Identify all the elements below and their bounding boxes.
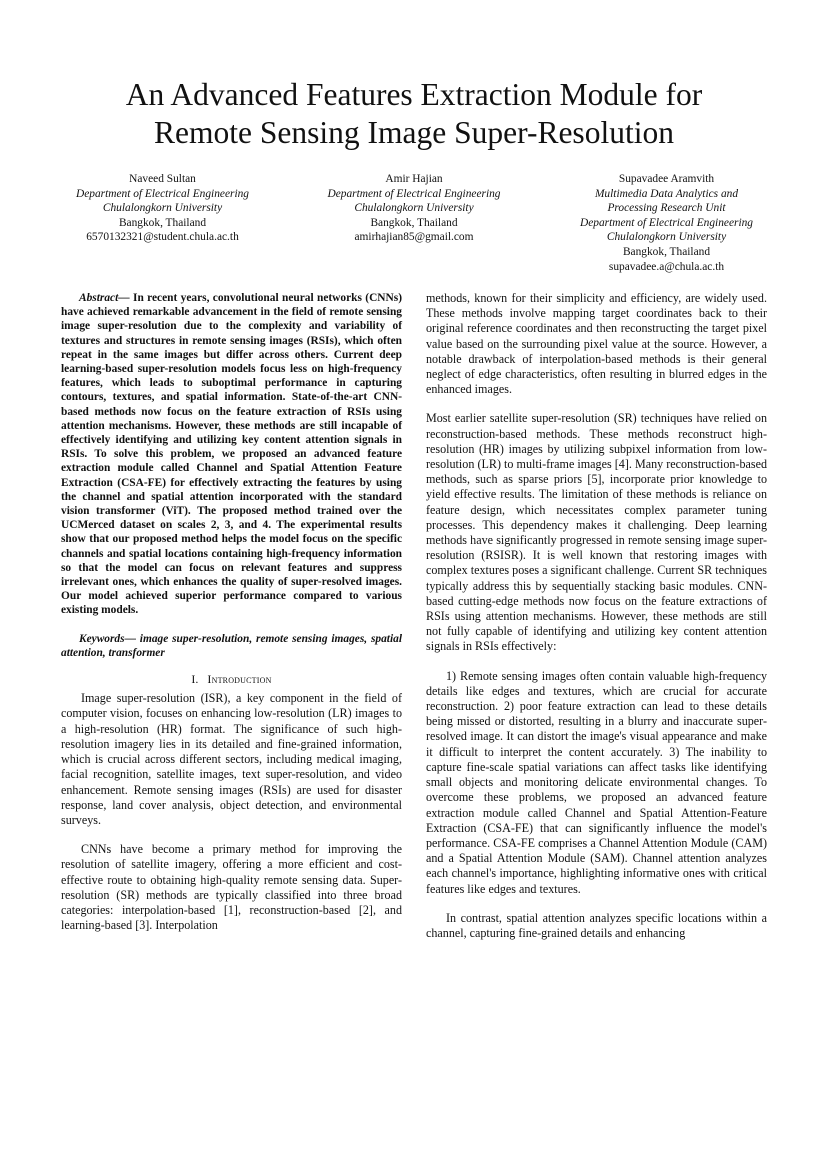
author-1: [40, 172, 285, 245]
author-location: Bangkok, Thailand: [370, 216, 458, 229]
abstract: [61, 291, 402, 618]
author-email: supavadee.a@chula.ac.th: [608, 260, 725, 273]
abstract-label: Abstract—: [79, 292, 130, 304]
right-column: [426, 291, 767, 941]
author-affiliation: Processing Research Unit: [607, 202, 726, 215]
body-paragraph: Image super-resolution (ISR), a key component in the field of computer vision, focuses on enhancing low-resolution (LR) images to a high-resolution (HR) format. The significance of such high-resolution imagery lies in its detailed and fine-grained information, which is crucial across different sectors, including medical imaging, facial recognition, satellite images, text super-resolution, and video enhancement. Remote sensing images (RSIs) are used for disaster response, land cover analysis, object detection, and environmental surveys.: [61, 691, 402, 827]
body-paragraph: methods, known for their simplicity and efficiency, are widely used. These methods involve mapping target coordinates back to their original reference coordinates and then reconstructing the target pixel value based on the surrounding pixel value at the source. However, a notable drawback of interpolation-based methods is their general neglect of edge characteristics, often resulting in blurred edges in the enhanced images.: [426, 291, 767, 397]
keywords: [61, 632, 402, 660]
author-location: Bangkok, Thailand: [622, 245, 711, 258]
abstract-text: In recent years, convolutional neural networks (CNNs) have achieved remarkable advancement in the field of remote sensing image super-resolution due to the complexity and variability of textures and structures in remote sensing images (RSIs), which often repeat in the same images but differ across others. Current deep learning-based super-resolution models focus less on high-frequency features, which leads to suboptimal performance in capturing contours, textures, and spatial information. State-of-the-art CNN-based methods now focus on the feature extraction of RSIs using attention mechanisms. However, these methods are still incapable of effectively identifying and utilizing key content attention signals in RSIs. To solve this problem, we proposed an advanced feature extraction module called Channel and Spatial Attention Feature Extraction (CSA-FE) for effectively extracting the features by using the channel and spatial attention incorporated with the standard vision transformer (ViT). The proposed method trained over the UCMerced dataset on scales 2, 3, and 4. The experimental results show that our proposed method helps the model focus on the specific channels and spatial locations containing high-frequency information so that the model can focus on relevant features and suppress irrelevant ones, which enhances the quality of super-resolved images. Our model achieved superior performance compared to various existing models.: [61, 292, 402, 617]
body-paragraph: CNNs have become a primary method for improving the resolution of satellite imagery, offering a more efficient and cost-effective route to obtaining high-quality remote sensing data. Super-resolution (SR) methods are typically classified into three broad categories: interpolation-based [1], reconstruction-based [2], and learning-based [3]. Interpolation: [61, 842, 402, 933]
author-name: Supavadee Aramvith: [618, 173, 715, 185]
author-affiliation: Chulalongkorn University: [354, 202, 474, 215]
section-number: I.: [191, 672, 199, 687]
author-affiliation: Department of Electrical Engineering: [327, 187, 501, 200]
title-line-1: An Advanced Features Extraction Module for: [125, 77, 703, 112]
body-paragraph: 1) Remote sensing images often contain valuable high-frequency details like edges and textures, which are crucial for accurate reconstruction. 2) poor feature extraction can lead to these details being missed or distorted, resulting in a blurry and inaccurate super-resolved image. It can distort the image's visual appearance and make it difficult to interpret the content accurately. 3) The inability to capture fine-scale spatial variations can affect tasks like identifying small objects and monitoring delicate environmental changes. To overcome these problems, we proposed an advanced feature extraction module called Channel and Spatial Attention-Feature Extraction (CSA-FE) that can significantly influence the model's performance. CSA-FE comprises a Channel Attention Module (CAM) and a Spatial Attention Module (SAM). Channel attention analyzes each channel's importance, highlighting informative ones with critical features like edges and textures.: [426, 668, 767, 896]
author-2: [290, 172, 538, 245]
body-paragraph: In contrast, spatial attention analyzes specific locations within a channel, capturing fine-grained details and enhancing: [426, 910, 767, 940]
section-title: Introduction: [207, 672, 272, 687]
author-affiliation: Department of Electrical Engineering: [75, 187, 250, 200]
section-heading-introduction: [61, 672, 402, 687]
title-line-2: Remote Sensing Image Super-Resolution: [154, 115, 674, 150]
author-affiliation: Department of Electrical Engineering: [579, 216, 754, 229]
author-name: Naveed Sultan: [129, 173, 196, 185]
author-affiliation: Chulalongkorn University: [606, 231, 727, 244]
author-affiliation: Multimedia Data Analytics and: [594, 187, 739, 200]
keywords-text: image super-resolution, remote sensing images, spatial attention, transformer: [61, 632, 402, 659]
author-3: [545, 172, 788, 274]
left-column: [61, 291, 402, 933]
keywords-label: Keywords—: [79, 632, 136, 645]
author-affiliation: Chulalongkorn University: [102, 202, 223, 215]
author-location: Bangkok, Thailand: [118, 216, 207, 229]
paper-title: [60, 76, 768, 152]
body-paragraph: Most earlier satellite super-resolution (SR) techniques have relied on reconstruction-based methods. These methods reconstruct high-resolution (HR) images by utilizing subpixel information from low-resolution (LR) to multi-frame images [4]. Many reconstruction-based methods, such as sparse priors [5], incorporate prior knowledge to yield effective results. The limitation of these methods is reliance on feature design, which necessitates complex parameter tuning processes. This dependency makes it challenging. Deep learning methods have significantly progressed in remote sensing image super-resolution (RSISR). It is well known that restoring images with complex textures poses a significant challenge. Current SR techniques typically address this by sequentially stacking basic modules. CNN-based cutting-edge methods now focus on the feature extractions of RSIs using attention mechanisms. However, these methods are still not fully capable of identifying and utilizing key content attention signals in RSIs effectively:: [426, 411, 767, 654]
author-email: 6570132321@student.chula.ac.th: [86, 231, 239, 244]
author-name: Amir Hajian: [385, 173, 443, 185]
author-email: amirhajian85@gmail.com: [354, 231, 474, 244]
